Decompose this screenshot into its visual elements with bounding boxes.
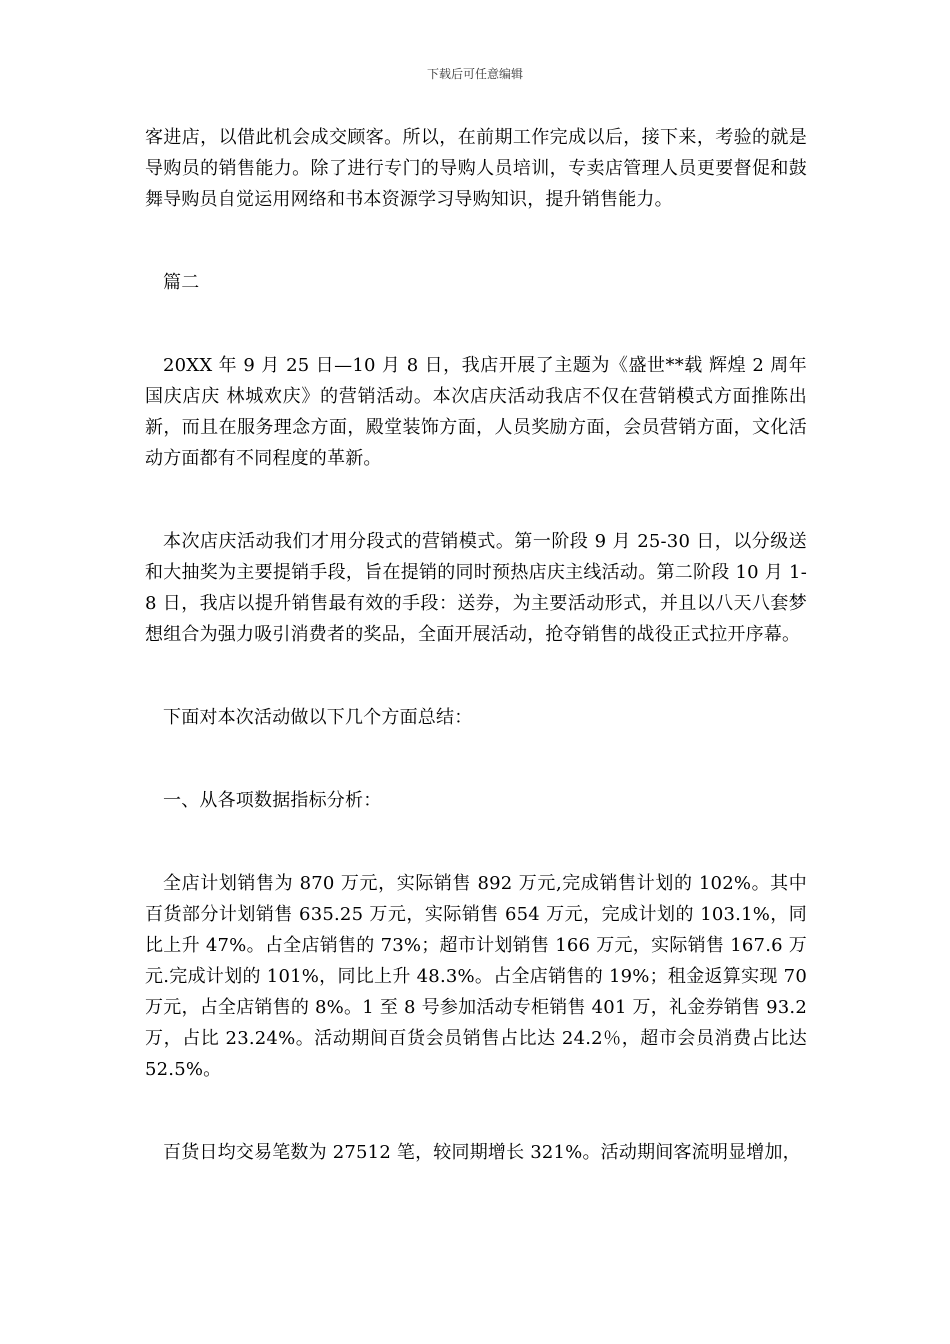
paragraph-event-intro: 20XX 年 9 月 25 日—10 月 8 日，我店开展了主题为《盛世**载 辉煌 2 周年 国庆店庆 林城欢庆》的营销活动。本次店庆活动我店不仅在营销模式方面推陈出新，而且在服务理念方面，殿堂装饰方面，人员奖励方面，会员营销方面，文化活动方面都有不同程度的革新。 [145, 355, 807, 469]
section-heading-part-two: 篇二 [163, 272, 200, 293]
paragraph-sales-figures: 全店计划销售为 870 万元，实际销售 892 万元,完成销售计划的 102%。其中百货部分计划销售 635.25 万元，实际销售 654 万元，完成计划的 103.1%，同比上升 47%。占全店销售的 73%；超市计划销售 166 万元，实际销售 167.6 万元.完成计划的 101%，同比上升 48.3%。占全店销售的 19%；租金返算实现 70 万元，占全店销售的 8%。1 至 8 号参加活动专柜销售 401 万，礼金券销售 93.2 万，占比 23.24%。活动期间百货会员销售占比达 24.2％，超市会员消费占比达 52.5%。 [145, 873, 807, 1080]
paragraph-transaction-count: 百货日均交易笔数为 27512 笔，较同期增长 321%。活动期间客流明显增加， [163, 1142, 801, 1163]
page-header-note: 下载后可任意编辑 [426, 67, 523, 81]
section-heading-data-analysis: 一、从各项数据指标分析： [163, 790, 382, 811]
document-body [145, 122, 807, 1168]
paragraph-marketing-model: 本次店庆活动我们才用分段式的营销模式。第一阶段 9 月 25-30 日，以分级送和大抽奖为主要提销手段，旨在提销的同时预热店庆主线活动。第二阶段 10 月 1-8 日，我店以提升销售最有效的手段：送券，为主要活动形式，并且以八天八套梦想组合为强力吸引消费者的奖品，全面开展活动，抢夺销售的战役正式拉开序幕。 [145, 531, 807, 645]
paragraph-continuation: 客进店，以借此机会成交顾客。所以，在前期工作完成以后，接下来，考验的就是导购员的销售能力。除了进行专门的导购人员培训，专卖店管理人员更要督促和鼓舞导购员自觉运用网络和书本资源学习导购知识，提升销售能力。 [145, 127, 807, 210]
paragraph-summary-intro: 下面对本次活动做以下几个方面总结： [163, 707, 473, 728]
